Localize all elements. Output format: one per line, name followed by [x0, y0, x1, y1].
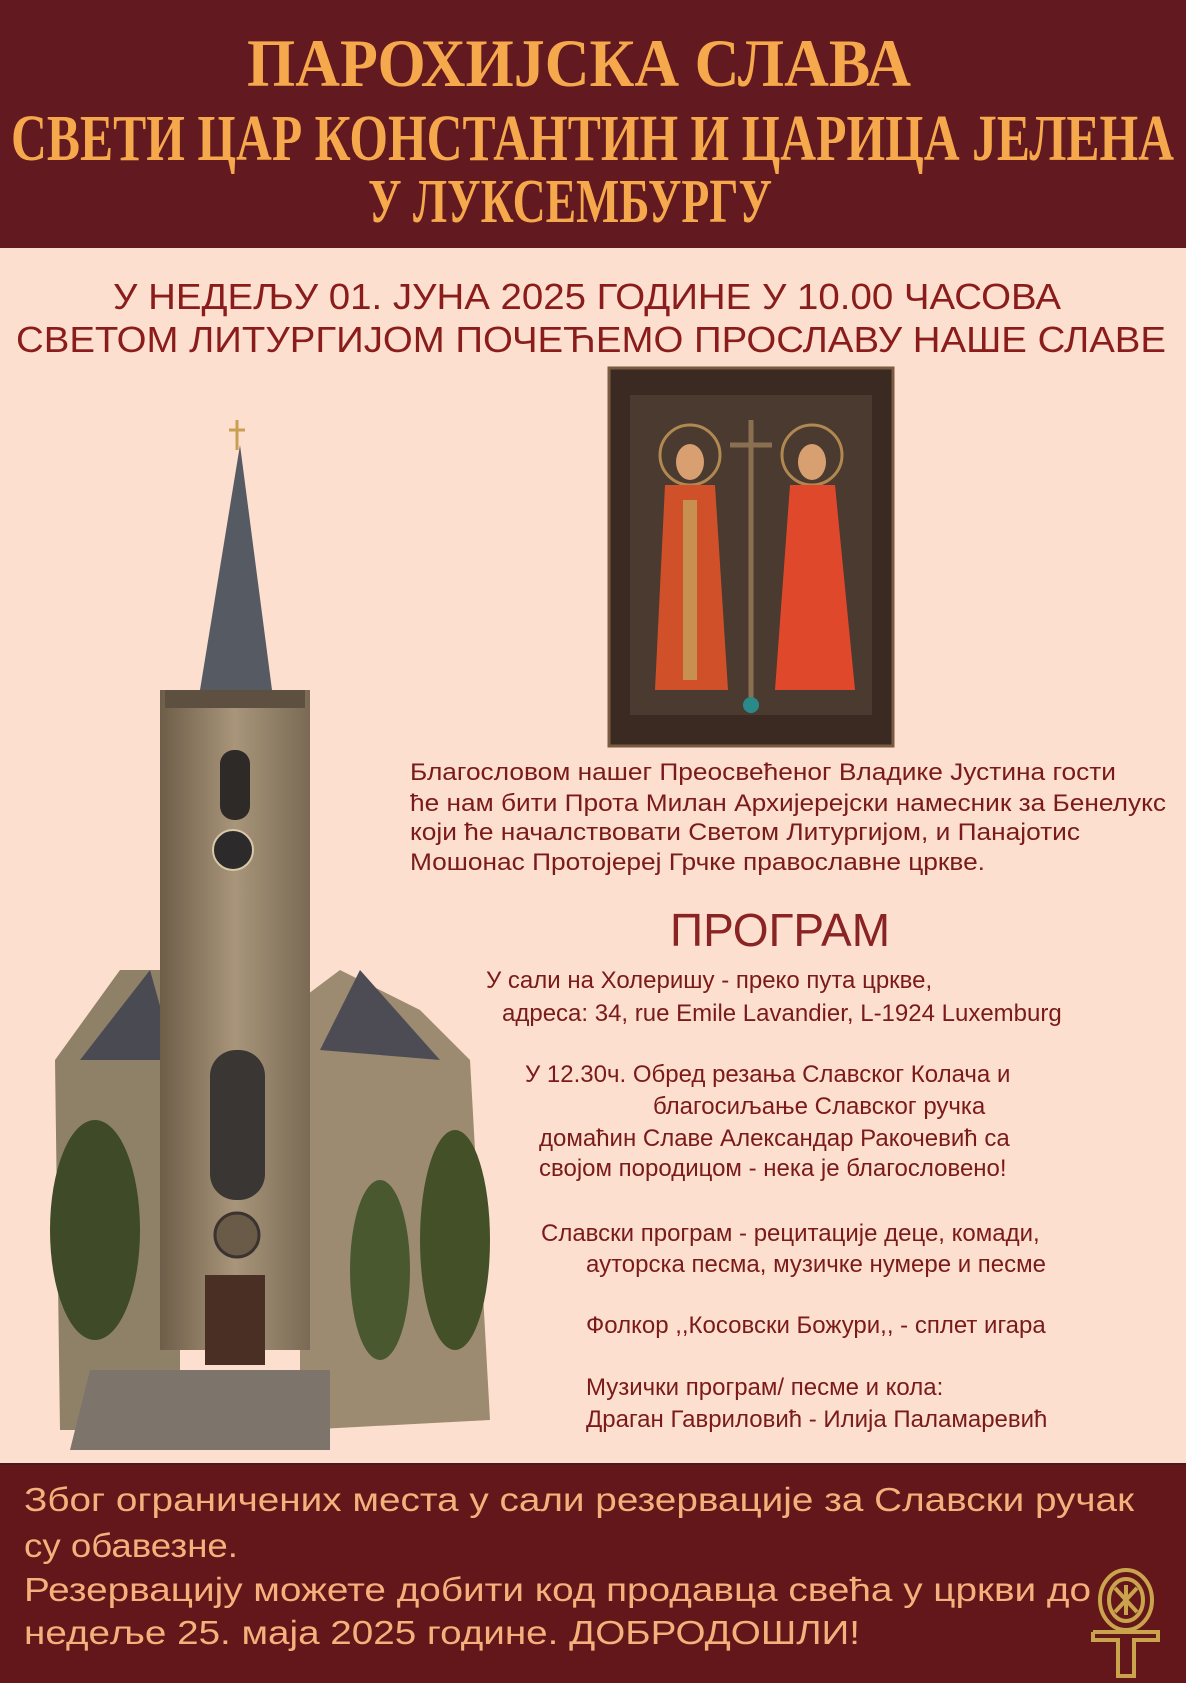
header-location: У ЛУКСЕМБУРГУ	[368, 168, 772, 236]
program-title: ПРОГРАМ	[670, 904, 891, 956]
program-line: домаћин Славе Александар Ракочевић са	[539, 1125, 1010, 1152]
program-line: У сали на Холеришу - преко пута цркве,	[486, 967, 933, 994]
program-line: У 12.30ч. Обред резања Славског Колача и	[525, 1061, 1011, 1088]
program-line: Драган Гавриловић - Илија Паламаревић	[586, 1406, 1048, 1433]
program-line: Славски програм - рецитације деце, комади,	[541, 1220, 1040, 1247]
blessing-line: Мошонас Протојереј Грчке православне цркве.	[410, 849, 985, 876]
program-line: благосиљање Славског ручка	[653, 1093, 986, 1120]
program-line: Музички програм/ песме и кола:	[586, 1374, 944, 1401]
announcement-liturgy: СВЕТОМ ЛИТУРГИЈОМ ПОЧЕЋЕМО ПРОСЛАВУ НАШЕ СЛАВЕ	[16, 319, 1166, 360]
footer-line: Резервацију можете добити код продавца свећа у цркви до	[24, 1571, 1091, 1608]
header-title: ПАРОХИЈСКА СЛАВА	[247, 25, 911, 101]
header-saints: СВЕТИ ЦАР КОНСТАНТИН И ЦАРИЦА ЈЕЛЕНА	[11, 102, 1175, 175]
footer-welcome: недеље 25. маја 2025 године. ДОБРОДОШЛИ!	[24, 1614, 860, 1651]
blessing-line: Благословом нашег Преосвећеног Владике Јустина гости	[410, 759, 1116, 786]
footer-line: Због ограничених места у сали резервације за Славски ручак	[24, 1481, 1135, 1518]
program-line: Фолкор ,,Косовски Божури,, - сплет игара	[586, 1312, 1046, 1339]
program-address: адреса: 34, rue Emile Lavandier, L-1924 Luxemburg	[502, 1000, 1062, 1027]
program-line: ауторска песма, музичке нумере и песме	[586, 1251, 1046, 1278]
blessing-line: ће нам бити Прота Милан Архијерејски намесник за Бенелукс	[410, 790, 1166, 817]
blessing-line: који ће началствовати Светом Литургијом, и Панајотис	[410, 819, 1080, 846]
announcement-date: У НЕДЕЉУ 01. ЈУНА 2025 ГОДИНЕ У 10.00 ЧАСОВА	[113, 276, 1061, 317]
program-line: својом породицом - нека је благословено!	[539, 1155, 1007, 1182]
footer-line: су обавезне.	[24, 1527, 238, 1564]
